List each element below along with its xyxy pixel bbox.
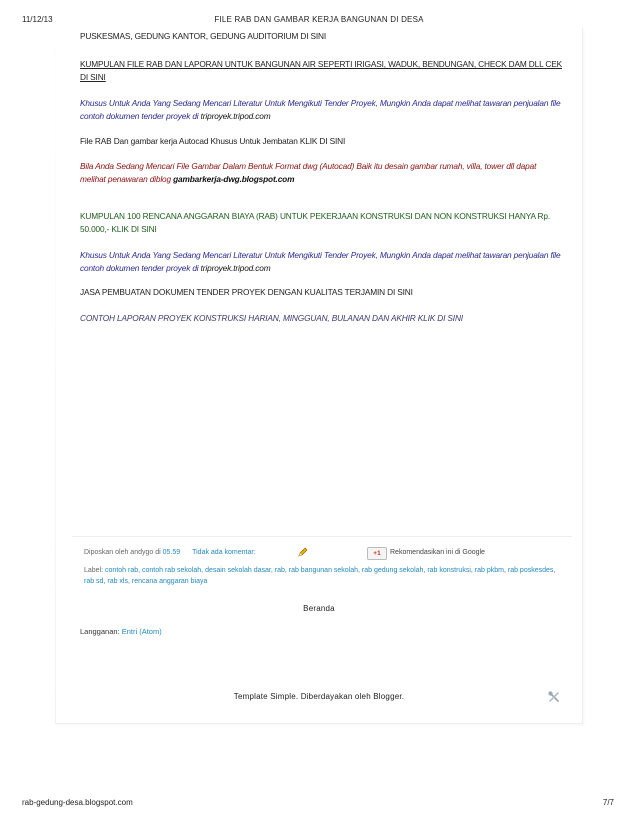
print-footer <box>0 798 638 810</box>
post-labels: Label: contoh rab, contoh rab sekolah, desain sekolah dasar, rab, rab bangunan sekolah, rab gedung sekolah, rab konstruksi, rab pkbm, rab poskesdes, rab sd, rab xls, rencana anggaran biaya <box>84 567 556 585</box>
label-link[interactable]: rab poskesdes <box>507 567 554 574</box>
post-paragraph-dwg <box>80 160 562 185</box>
recommend-text: Rekomendasikan ini di Google <box>390 549 485 556</box>
tender-text-2: Khusus Untuk Anda Yang Sedang Mencari Literatur Untuk Mengikuti Tender Proyek, Mungkin Anda dapat melihat tawaran penjualan file contoh dokumen tender proyek di <box>80 250 561 273</box>
link-gambarkerja[interactable]: gambarkerja-dwg.blogspot.com <box>173 173 295 184</box>
post-paragraph-puskesmas: PUSKESMAS, GEDUNG KANTOR, GEDUNG AUDITORIUM DI SINI <box>80 31 327 41</box>
tender-text: Khusus Untuk Anda Yang Sedang Mencari Literatur Untuk Mengikuti Tender Proyek, Mungkin Anda dapat melihat tawaran penjualan file contoh dokumen tender proyek di <box>80 98 561 121</box>
label-link[interactable]: rab sd <box>84 578 104 585</box>
subscribe-prefix: Langganan: <box>80 627 122 636</box>
label-link[interactable]: rab pkbm <box>474 567 504 574</box>
post-meta-row <box>84 549 485 557</box>
post-paragraph-tender-2 <box>80 249 562 274</box>
posted-by: Diposkan oleh andygo di <box>84 549 163 556</box>
comments-link[interactable]: Tidak ada komentar: <box>192 549 256 556</box>
label-link[interactable]: contoh rab <box>105 567 139 574</box>
post-time-link[interactable]: 05.59 <box>162 549 181 556</box>
print-title: FILE RAB DAN GAMBAR KERJA BANGUNAN DI DESA <box>214 15 424 24</box>
home-link[interactable]: Beranda <box>303 604 335 613</box>
gplus-label: +1 <box>373 550 381 557</box>
post-paragraph-tender <box>80 97 562 122</box>
blogger-credit: Template Simple. Diberdayakan oleh Blogger. <box>233 692 405 701</box>
page-frame <box>55 28 583 724</box>
print-date: 11/12/13 <box>22 15 53 24</box>
post-footer <box>72 536 572 589</box>
dwg-text: Bila Anda Sedang Mencari File Gambar Dalam Bentuk Format dwg (Autocad) Baik itu desain gambar rumah, villa, tower dll dapat melihat penawaran diblog <box>80 161 537 184</box>
label-link[interactable]: rab <box>274 567 285 574</box>
link-kumpulan-100-rab[interactable]: KUMPULAN 100 RENCANA ANGGARAN BIAYA (RAB) UNTUK PEKERJAAN KONSTRUKSI DAN NON KONSTRUKSI HANYA Rp. 50.000,- KLIK DI SINI <box>80 211 551 234</box>
link-jembatan[interactable]: File RAB Dan gambar kerja Autocad Khusus Untuk Jembatan KLIK DI SINI <box>80 136 346 146</box>
print-header <box>0 15 638 27</box>
label-link[interactable]: contoh rab sekolah <box>142 567 202 574</box>
google-plus-icon[interactable] <box>367 547 387 560</box>
label-link[interactable]: desain sekolah dasar <box>205 567 271 574</box>
label-link[interactable]: rab gedung sekolah <box>361 567 424 574</box>
subscribe <box>80 627 162 636</box>
label-link[interactable]: rab xls <box>107 578 128 585</box>
print-url: rab-gedung-desa.blogspot.com <box>22 798 133 807</box>
link-jasa-dokumen[interactable]: JASA PEMBUATAN DOKUMEN TENDER PROYEK DENGAN KUALITAS TERJAMIN DI SINI <box>80 287 413 297</box>
page-number: 7/7 <box>602 798 614 807</box>
wrench-screwdriver-icon[interactable] <box>548 690 560 702</box>
label-link[interactable]: rab bangunan sekolah <box>288 567 359 574</box>
link-bangunan-air[interactable]: KUMPULAN FILE RAB DAN LAPORAN UNTUK BANGUNAN AIR SEPERTI IRIGASI, WADUK, BENDUNGAN, CHECK DAM DLL CEK DI SINI <box>80 59 562 82</box>
link-triproyek-2[interactable]: triproyek.tripod.com <box>200 262 271 273</box>
label-link[interactable]: rencana anggaran biaya <box>131 578 208 585</box>
labels-prefix: Label: <box>84 567 106 574</box>
pencil-icon[interactable] <box>298 547 308 557</box>
link-triproyek[interactable]: triproyek.tripod.com <box>200 110 271 121</box>
label-link[interactable]: rab konstruksi <box>427 567 471 574</box>
subscribe-atom-link[interactable]: Entri (Atom) <box>121 627 162 636</box>
link-contoh-laporan[interactable]: CONTOH LAPORAN PROYEK KONSTRUKSI HARIAN, MINGGUAN, BULANAN DAN AKHIR KLIK DI SINI <box>80 313 463 323</box>
